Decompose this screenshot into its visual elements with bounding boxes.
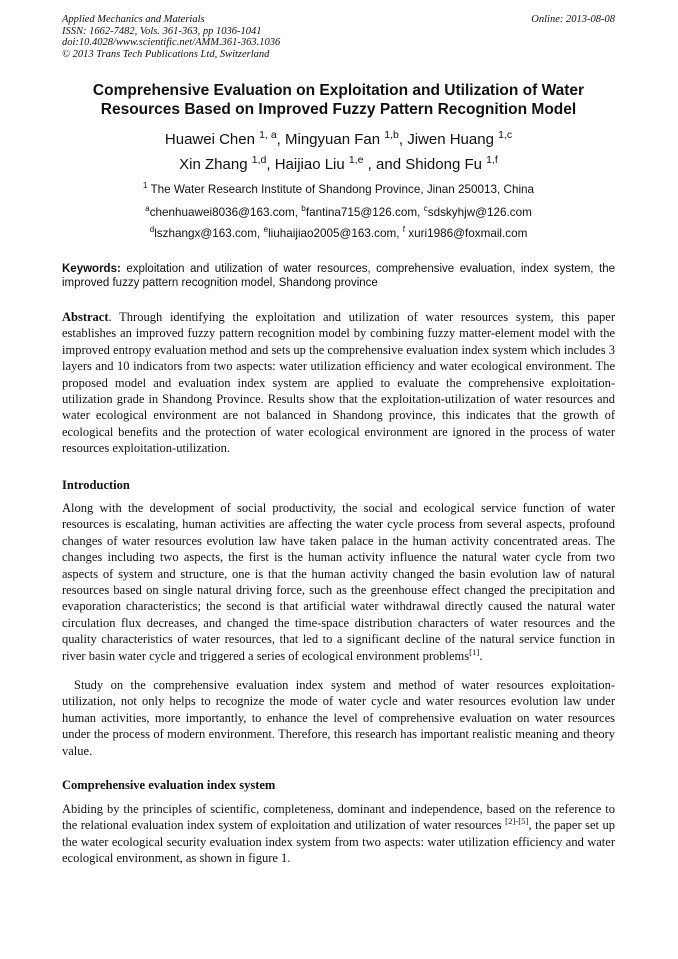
author-line-2: Xin Zhang $^{1,d}$, Haijiao Liu $^{1,e}$ , and Shidong Fu $^{1,f}$ — [179, 154, 498, 173]
issn-line: ISSN: 1662-7482, Vols. 361-363, pp 1036-1041 — [62, 25, 262, 37]
cei-text-a: Abiding by the principles of scientific, completeness, dominant and independence, based on the reference to the relational evaluation index system of exploitation and utilization of water resources — [62, 802, 615, 833]
email-link[interactable]: liuhaijiao2005@163.com — [268, 227, 397, 240]
title-line-2: Resources Based on Improved Fuzzy Pattern Recognition Model — [100, 101, 577, 118]
email-sup: b — [301, 204, 306, 214]
email-link[interactable]: lszhangx@163.com — [154, 227, 258, 240]
author-name: Xin Zhang — [179, 156, 248, 173]
author-name: Huawei Chen — [164, 131, 255, 148]
author-sup: 1,e — [348, 154, 364, 166]
author-sup: 1,f — [486, 154, 498, 166]
citation-ref[interactable]: [2]-[5] — [505, 816, 529, 827]
email-sup: a — [145, 204, 150, 214]
author-name: Haijiao Liu — [274, 156, 345, 173]
email-sup: d — [149, 225, 155, 235]
author-sup: 1,b — [384, 129, 399, 141]
author-name: Shidong Fu — [405, 156, 482, 173]
copyright-line: © 2013 Trans Tech Publications Ltd, Switzerland — [62, 48, 270, 60]
email-sup: e — [263, 225, 269, 235]
affiliation-text: The Water Research Institute of Shandong Province, Jinan 250013, China — [150, 183, 535, 196]
index-system-paragraph — [62, 801, 615, 867]
author-line-1: Huawei Chen $^{1, a}$, Mingyuan Fan $^{1,b}$, Jiwen Huang $^{1,c}$ — [164, 129, 513, 148]
intro-p1-text: Along with the development of social productivity, the social and ecological service function of water resources is escalating, human activities are affecting the water cycle process from several aspects, profound changes of water resources evolution law have taken palace in the human activity concentrated areas. The changes including two aspects, the first is the human activity influence the natural water cycle from two aspects of system and structure, one is that the human activity changed the basin evolution law of natural resources based on single natural driving force, such as the greenhouse effect changed the precipitation and evaporation characteristics; the second is that artificial water withdrawal directly caused the natural water circulation flux decreases, and changed the time-space distribution characters of water resources and the quality characteristics of water resources, that led to a significant decline of the natural service function in river basin water cycle and triggered a series of ecological environment problems — [62, 501, 615, 663]
doi-line: doi:10.4028/www.scientific.net/AMM.361-363.1036 — [62, 37, 281, 48]
intro-paragraph-2: Study on the comprehensive evaluation index system and method of water resources exploitation-utilization, not only helps to recognize the mode of water cycle and water resources evolution law under human activities, more importantly, to enhance the level of comprehensive evaluation on water resources under the process of modern environment. Therefore, this research has important realistic meaning and theory value. — [62, 678, 615, 758]
abstract-text: . Through identifying the exploitation and utilization of water resources system, this paper establishes an improved fuzzy pattern recognition model by combining fuzzy matter-element model with the improved entropy evaluation method and sets up the comprehensive evaluation index system which includes 3 layers and 10 indicators from two aspects: water utilization efficiency and water ecological environment. The proposed model and evaluation index system are applied to evaluate the comprehensive exploitation-utilization grade in Shandong Province. Results show that the exploitation-utilization of water resources and water ecological environment are not balanced in Shandong province, this indicates that the growth of ecological benefits and the protection of water ecological environment are ignored in the process of water resources exploitation-utilization. — [62, 310, 615, 456]
abstract-label: Abstract — [62, 310, 109, 324]
online-date: Online: 2013-08-08 — [531, 14, 615, 25]
author-name: Jiwen Huang — [407, 131, 494, 148]
author-and: and — [376, 156, 402, 173]
cei-text-b: , the paper set up the water ecological security evaluation index system from two aspects: water utilization efficiency and water ecological environment, as shown in figure 1. — [62, 818, 615, 866]
intro-paragraph-1 — [62, 500, 615, 664]
email-link[interactable]: xuri1986@foxmail.com — [408, 227, 528, 240]
email-line-2: $^d$lszhangx@163.com, $^e$liuhaijiao2005@163.com, $^f$ xuri1986@foxmail.com — [149, 225, 528, 240]
abstract-block — [62, 309, 615, 457]
email-link[interactable]: sdskyhjw@126.com — [427, 206, 532, 219]
author-sup: 1, a — [259, 129, 277, 141]
author-sup: 1,d — [251, 154, 267, 166]
author-sup: 1,c — [498, 129, 513, 141]
keywords-label: Keywords: — [62, 263, 121, 275]
paper-title — [62, 81, 615, 119]
email-sup: f — [402, 225, 406, 235]
journal-name: Applied Mechanics and Materials — [62, 14, 205, 25]
keywords-block — [62, 262, 615, 290]
title-line-1: Comprehensive Evaluation on Exploitation and Utilization of Water — [92, 82, 585, 99]
author-name: Mingyuan Fan — [285, 131, 381, 148]
affiliation-sup: 1 — [142, 181, 148, 191]
citation-ref[interactable]: [1] — [469, 646, 480, 657]
affiliation — [62, 183, 615, 197]
intro-p1-end: . — [479, 648, 483, 663]
section-heading-introduction: Introduction — [62, 478, 130, 492]
email-line-1: $^a$chenhuawei8036@163.com, $^b$fantina715@126.com, $^c$sdskyhjw@126.com — [145, 204, 532, 219]
section-heading-index-system: Comprehensive evaluation index system — [62, 778, 276, 792]
email-link[interactable]: chenhuawei8036@163.com — [149, 206, 295, 219]
keywords-text: exploitation and utilization of water resources, comprehensive evaluation, index system, the improved fuzzy pattern recognition model, Shandong province — [62, 263, 615, 289]
email-link[interactable]: fantina715@126.com — [305, 206, 418, 219]
email-sup: c — [423, 204, 428, 214]
journal-header — [62, 14, 615, 60]
